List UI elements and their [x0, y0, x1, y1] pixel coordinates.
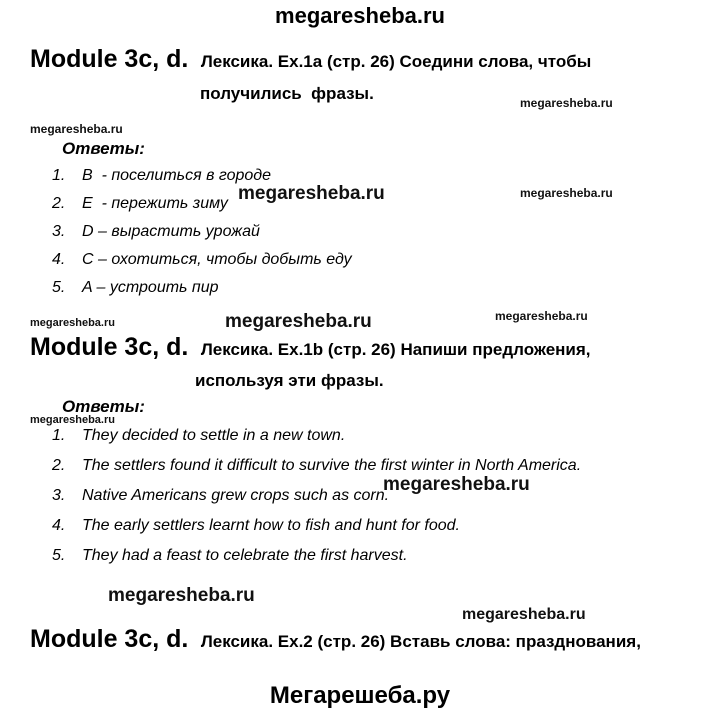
watermark: megaresheba.ru [383, 474, 530, 495]
answers-label: Ответы: [62, 139, 145, 158]
item-text: C – охотиться, чтобы добыть еду [82, 251, 352, 268]
item-number: 2. [52, 195, 66, 212]
list-item [52, 512, 602, 539]
module-label: Module 3c, d. [30, 625, 189, 653]
item-number: 5. [52, 547, 66, 564]
item-text: B - поселиться в городе [82, 167, 272, 184]
module-label: Module 3c, d. [30, 333, 189, 361]
list-item [52, 246, 652, 274]
item-number: 2. [52, 457, 66, 474]
item-text: D – вырастить урожай [82, 223, 260, 240]
answers-label: Ответы: [62, 397, 145, 416]
item-text: The early settlers learnt how to fish and hunt for food. [82, 517, 460, 534]
item-number: 4. [52, 251, 66, 268]
watermark: megaresheba.ru [238, 183, 385, 204]
watermark: megaresheba.ru [30, 414, 115, 426]
exercise-title-line2: получились фразы. [200, 84, 374, 103]
exercise-title-line2: используя эти фразы. [195, 371, 384, 390]
item-number: 3. [52, 223, 66, 240]
list-item [52, 218, 652, 246]
list-item [52, 422, 602, 449]
site-footer-title: Мегарешеба.ру [269, 682, 451, 709]
module-label: Module 3c, d. [30, 45, 189, 73]
exercise-title: Лексика. Ex.1a (стр. 26) Соедини слова, чтобы [200, 52, 592, 71]
list-item [52, 274, 652, 302]
item-text: Native Americans grew crops such as corn. [82, 487, 390, 504]
item-number: 1. [52, 427, 66, 444]
item-number: 1. [52, 167, 66, 184]
watermark: megaresheba.ru [30, 317, 115, 329]
site-watermark-title: megaresheba.ru [275, 3, 445, 28]
item-number: 3. [52, 487, 66, 504]
watermark: megaresheba.ru [108, 585, 255, 606]
watermark: megaresheba.ru [225, 311, 372, 332]
item-text: They had a feast to celebrate the first harvest. [82, 547, 408, 564]
section-3-heading [30, 625, 641, 654]
answers-list-2 [52, 422, 602, 572]
watermark: megaresheba.ru [495, 309, 588, 323]
exercise-title: Лексика. Ex.1b (стр. 26) Напиши предложения, [200, 340, 591, 359]
item-number: 5. [52, 279, 66, 296]
watermark: megaresheba.ru [462, 606, 586, 623]
item-text: E - пережить зиму [82, 195, 228, 212]
section-2-heading [30, 333, 591, 362]
item-text: The settlers found it difficult to survive the first winter in North America. [82, 457, 582, 474]
item-text: They decided to settle in a new town. [82, 427, 346, 444]
list-item [52, 542, 602, 569]
watermark: megaresheba.ru [520, 186, 613, 200]
item-text: A – устроить пир [82, 279, 219, 296]
exercise-title: Лексика. Ex.2 (стр. 26) Вставь слова: празднования, [200, 632, 641, 651]
watermark: megaresheba.ru [520, 96, 613, 110]
item-number: 4. [52, 517, 66, 534]
section-1-heading [30, 45, 591, 74]
watermark: megaresheba.ru [30, 122, 123, 136]
